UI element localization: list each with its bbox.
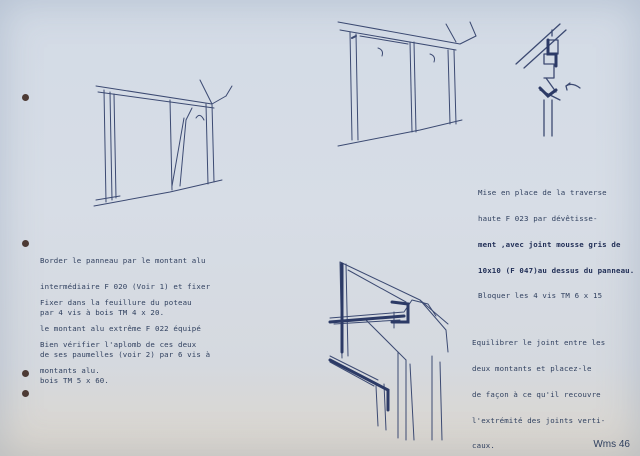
text-line: deux montants et placez-le [472, 363, 592, 373]
drawing-panel-framed-top [338, 22, 476, 146]
drawing-panel-intermediate-upright [94, 80, 232, 206]
text-line: par 4 vis à bois TM 4 x 20. [40, 307, 165, 317]
text-line: Fixer dans la feuillure du poteau [40, 298, 192, 308]
text-line-emphasis: 10x10 (F 047)au dessus du panneau. [478, 265, 635, 275]
text-line: bois TM 5 x 60. [40, 375, 109, 385]
instruction-crossbar [478, 172, 634, 318]
drawing-joint-cross-section [330, 262, 448, 440]
text-line: montants alu. [40, 365, 100, 375]
text-line: Border le panneau par le montant alu [40, 256, 206, 266]
instruction-block-3 [40, 324, 196, 393]
text-line: caux. [472, 441, 495, 451]
text-line: Mise en place de la traverse [478, 188, 607, 198]
text-line: Bien vérifier l'aplomb de ces deux [40, 340, 197, 350]
text-line-emphasis: ment ,avec joint mousse gris de [478, 239, 621, 249]
text-line: de façon à ce qu'il recouvre [472, 389, 601, 399]
text-line: intermédiaire F 020 (Voir 1) et fixer [40, 281, 211, 291]
instruction-joint [472, 322, 605, 456]
text-line: Equilibrer le joint entre les [472, 338, 606, 348]
text-line: haute F 023 par dévêtisse- [478, 213, 598, 223]
page-number: Wms 46 [593, 439, 630, 450]
text-line: l'extrémité des joints verti- [472, 415, 606, 425]
text-line: de ses paumelles (voir 2) par 6 vis à [40, 349, 211, 359]
text-line: Bloquer les 4 vis TM 6 x 15 [478, 291, 603, 301]
text-line: le montant alu extrême F 022 équipé [40, 323, 201, 333]
